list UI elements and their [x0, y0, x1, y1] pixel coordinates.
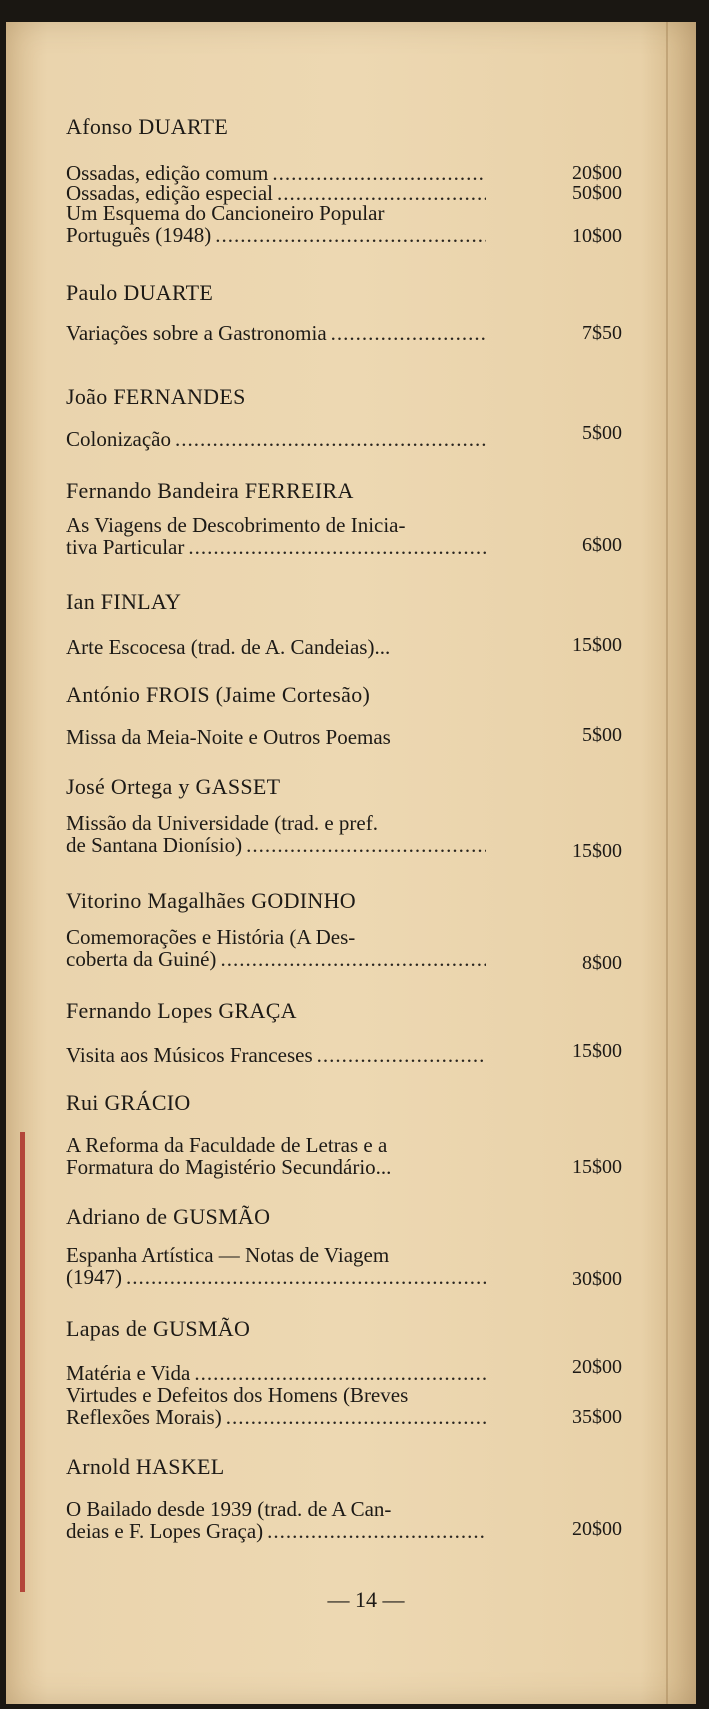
- author-name: Paulo DUARTE: [66, 280, 214, 305]
- page-fold: [666, 22, 668, 1704]
- book-title: Um Esquema do Cancioneiro Popular Português (1948) .....: [66, 202, 486, 246]
- book-price: 5$00: [582, 422, 622, 444]
- book-price: 20$00: [572, 162, 622, 184]
- book-title: Missa da Meia-Noite e Outros Poemas: [66, 725, 391, 749]
- author-name: José Ortega y GASSET: [66, 774, 281, 799]
- book-price: 15$00: [572, 840, 622, 862]
- book-price: 5$00: [582, 724, 622, 746]
- book-title: Espanha Artística — Notas de Viagem (1947) .....: [66, 1244, 486, 1288]
- book-price: 6$00: [582, 534, 622, 556]
- author-name: Arnold HASKEL: [66, 1454, 225, 1479]
- book-title: O Bailado desde 1939 (trad. de A Can- deias e F. Lopes Graça) .....: [66, 1498, 486, 1542]
- book-price: 20$00: [572, 1356, 622, 1378]
- catalogue-page: [6, 22, 696, 1704]
- book-title: Comemorações e História (A Des- coberta da Guiné) .....: [66, 926, 486, 970]
- author-name: Rui GRÁCIO: [66, 1090, 191, 1115]
- author-name: Fernando Lopes GRAÇA: [66, 998, 297, 1023]
- page-number: — 14 —: [327, 1587, 405, 1612]
- book-title: Arte Escocesa (trad. de A. Candeias)...: [66, 635, 391, 659]
- book-title: Colonização .....: [66, 428, 486, 450]
- book-price: 15$00: [572, 634, 622, 656]
- book-title: Virtudes e Defeitos dos Homens (Breves Reflexões Morais) .....: [66, 1384, 486, 1428]
- author-name: António FROIS (Jaime Cortesão): [66, 682, 371, 707]
- red-edge-strip: [20, 1132, 25, 1592]
- book-title: Ossadas, edição especial .....: [66, 182, 486, 204]
- book-price: 30$00: [572, 1268, 622, 1290]
- book-price: 7$50: [582, 322, 622, 344]
- book-title: A Reforma da Faculdade de Letras e a Formatura do Magistério Secundário...: [66, 1133, 392, 1179]
- book-title: Visita aos Músicos Franceses .....: [66, 1044, 486, 1066]
- author-name: Vitorino Magalhães GODINHO: [66, 888, 356, 913]
- book-price: 10$00: [572, 225, 622, 247]
- author-name: Fernando Bandeira FERREIRA: [66, 478, 354, 503]
- book-price: 35$00: [572, 1406, 622, 1428]
- book-title: Matéria e Vida .....: [66, 1362, 486, 1384]
- book-price: 15$00: [572, 1040, 622, 1062]
- book-price: 20$00: [572, 1518, 622, 1540]
- author-name: Afonso DUARTE: [66, 114, 229, 139]
- book-price: 15$00: [572, 1156, 622, 1178]
- book-title: Missão da Universidade (trad. e pref. de Santana Dionísio) .....: [66, 812, 486, 856]
- book-price: 8$00: [582, 952, 622, 974]
- book-title: Variações sobre a Gastronomia .....: [66, 322, 486, 344]
- book-title: As Viagens de Descobrimento de Inicia- tiva Particular .....: [66, 514, 486, 558]
- book-title: Ossadas, edição comum .....: [66, 162, 486, 184]
- author-name: João FERNANDES: [66, 384, 246, 409]
- author-name: Adriano de GUSMÃO: [66, 1204, 271, 1229]
- author-name: Ian FINLAY: [66, 589, 182, 614]
- book-price: 50$00: [572, 182, 622, 204]
- author-name: Lapas de GUSMÃO: [66, 1316, 251, 1341]
